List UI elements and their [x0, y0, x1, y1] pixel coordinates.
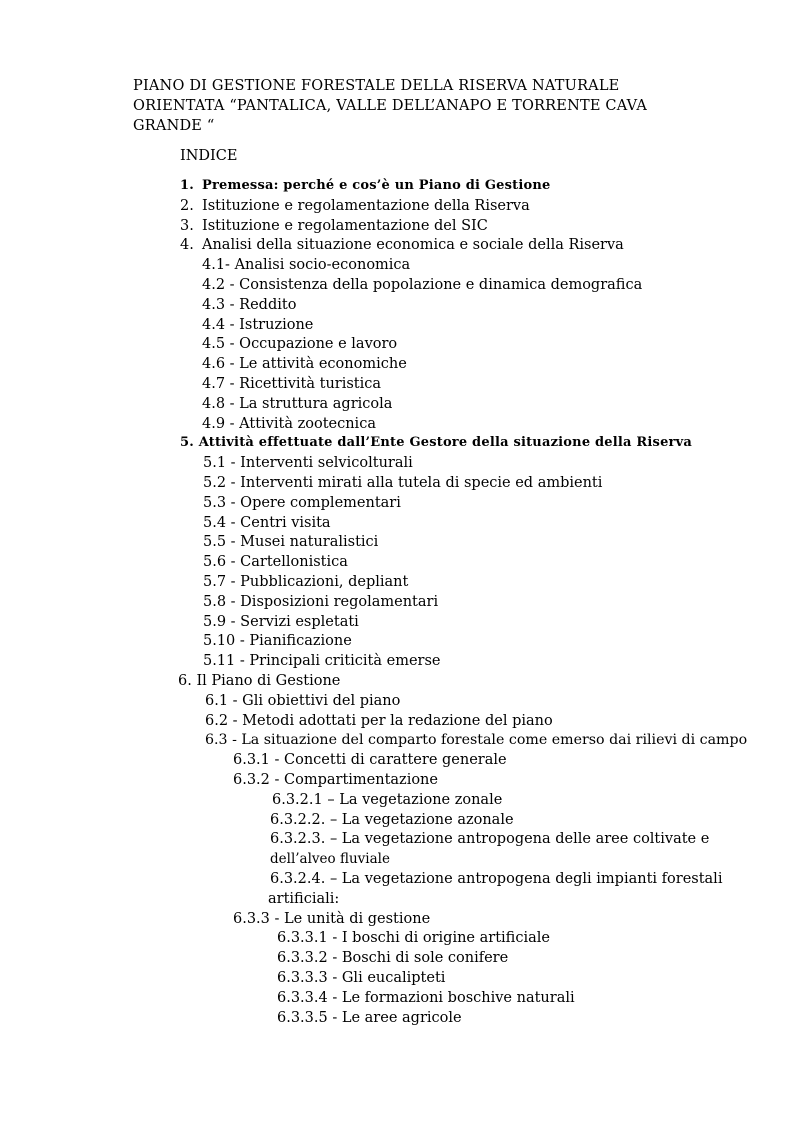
toc-text: Istituzione e regolamentazione del SIC	[202, 217, 488, 234]
toc-entry: 5.5 - Musei naturalistici	[203, 534, 379, 551]
toc-entry: 5.1 - Interventi selvicolturali	[203, 455, 413, 472]
title-line: GRANDE “	[133, 118, 215, 134]
toc-entry: 6.3.3.4 - Le formazioni boschive naturali	[277, 989, 575, 1006]
toc-entry: 5. Attività effettuate dall’Ente Gestore della situazione della Riserva	[180, 435, 692, 451]
toc-entry: 6.3.2.3. – La vegetazione antropogena delle aree coltivate e	[270, 831, 710, 848]
toc-entry: 5.6 - Cartellonistica	[203, 554, 348, 571]
toc-entry: 6.3.3.5 - Le aree agricole	[277, 1009, 462, 1026]
toc-entry: 5.8 - Disposizioni regolamentari	[203, 593, 439, 610]
toc-entry: 4.5 - Occupazione e lavoro	[202, 336, 398, 353]
toc-entry: dell’alveo fluviale	[270, 851, 390, 868]
toc-number: 3.	[180, 217, 194, 234]
toc-entry: 5.3 - Opere complementari	[203, 494, 401, 511]
toc-text: Analisi della situazione economica e sociale della Riserva	[202, 237, 624, 254]
toc-entry	[180, 196, 530, 216]
toc-entry: 4.6 - Le attività economiche	[202, 356, 407, 373]
toc-entry: 6.3.3.2 - Boschi di sole conifere	[277, 950, 509, 967]
toc-entry: 5.7 - Pubblicazioni, depliant	[203, 574, 409, 590]
toc-entry	[180, 235, 624, 255]
document-title	[133, 76, 693, 136]
toc-entry: 6.3.3.1 - I boschi di origine artificiale	[277, 930, 550, 947]
toc-entry	[180, 216, 488, 236]
toc-entry: 6.3.1 - Concetti di carattere generale	[233, 752, 507, 769]
toc-entry: 4.2 - Consistenza della popolazione e dinamica demografica	[202, 277, 643, 293]
toc-entry: 4.9 - Attività zootecnica	[202, 415, 376, 432]
toc-entry: 6.3.3 - Le unità di gestione	[233, 910, 431, 927]
toc-entry: 5.10 - Pianificazione	[203, 633, 352, 650]
toc-entry: 4.3 - Reddito	[202, 296, 297, 313]
toc-entry: 4.7 - Ricettività turistica	[202, 376, 382, 392]
toc-entry: 6.2 - Metodi adottati per la redazione del piano	[205, 712, 553, 729]
toc-entry: 5.4 - Centri visita	[203, 514, 331, 531]
toc-entry: artificiali:	[268, 890, 340, 907]
toc-entry: 6. Il Piano di Gestione	[178, 673, 341, 689]
toc-entry: 4.1- Analisi socio-economica	[202, 257, 411, 274]
title-line: PIANO DI GESTIONE FORESTALE DELLA RISERVA NATURALE	[133, 78, 620, 94]
toc-number: 4.	[180, 237, 194, 254]
toc-entry: 6.3.3.3 - Gli eucalipteti	[277, 970, 446, 986]
toc-entry: 4.4 - Istruzione	[202, 316, 314, 333]
toc-entry: 6.3.2.4. – La vegetazione antropogena degli impianti forestali	[270, 871, 723, 887]
toc-entry: 6.1 - Gli obiettivi del piano	[205, 692, 401, 709]
toc-text: Istituzione e regolamentazione della Riserva	[202, 197, 530, 214]
toc-entry	[180, 176, 551, 196]
toc-entry: 5.9 - Servizi espletati	[203, 613, 359, 630]
toc-number: 2.	[180, 197, 194, 214]
toc-entry: 5.11 - Principali criticità emerse	[203, 653, 441, 670]
toc-entry: 6.3.2.2. – La vegetazione azonale	[270, 811, 514, 828]
toc-text: Premessa: perché e cos’è un Piano di Gestione	[202, 178, 551, 193]
index-heading: INDICE	[180, 148, 238, 164]
toc-entry: 5.2 - Interventi mirati alla tutela di specie ed ambienti	[203, 475, 603, 491]
toc-entry: 4.8 - La struttura agricola	[202, 395, 393, 412]
toc-number: 1.	[180, 178, 194, 193]
toc-entry: 6.3.2.1 – La vegetazione zonale	[272, 791, 503, 808]
title-line: ORIENTATA “PANTALICA, VALLE DELL’ANAPO E TORRENTE CAVA	[133, 98, 648, 114]
toc-entry: 6.3 - La situazione del comparto forestale come emerso dai rilievi di campo	[205, 732, 748, 749]
toc-entry: 6.3.2 - Compartimentazione	[233, 772, 438, 788]
